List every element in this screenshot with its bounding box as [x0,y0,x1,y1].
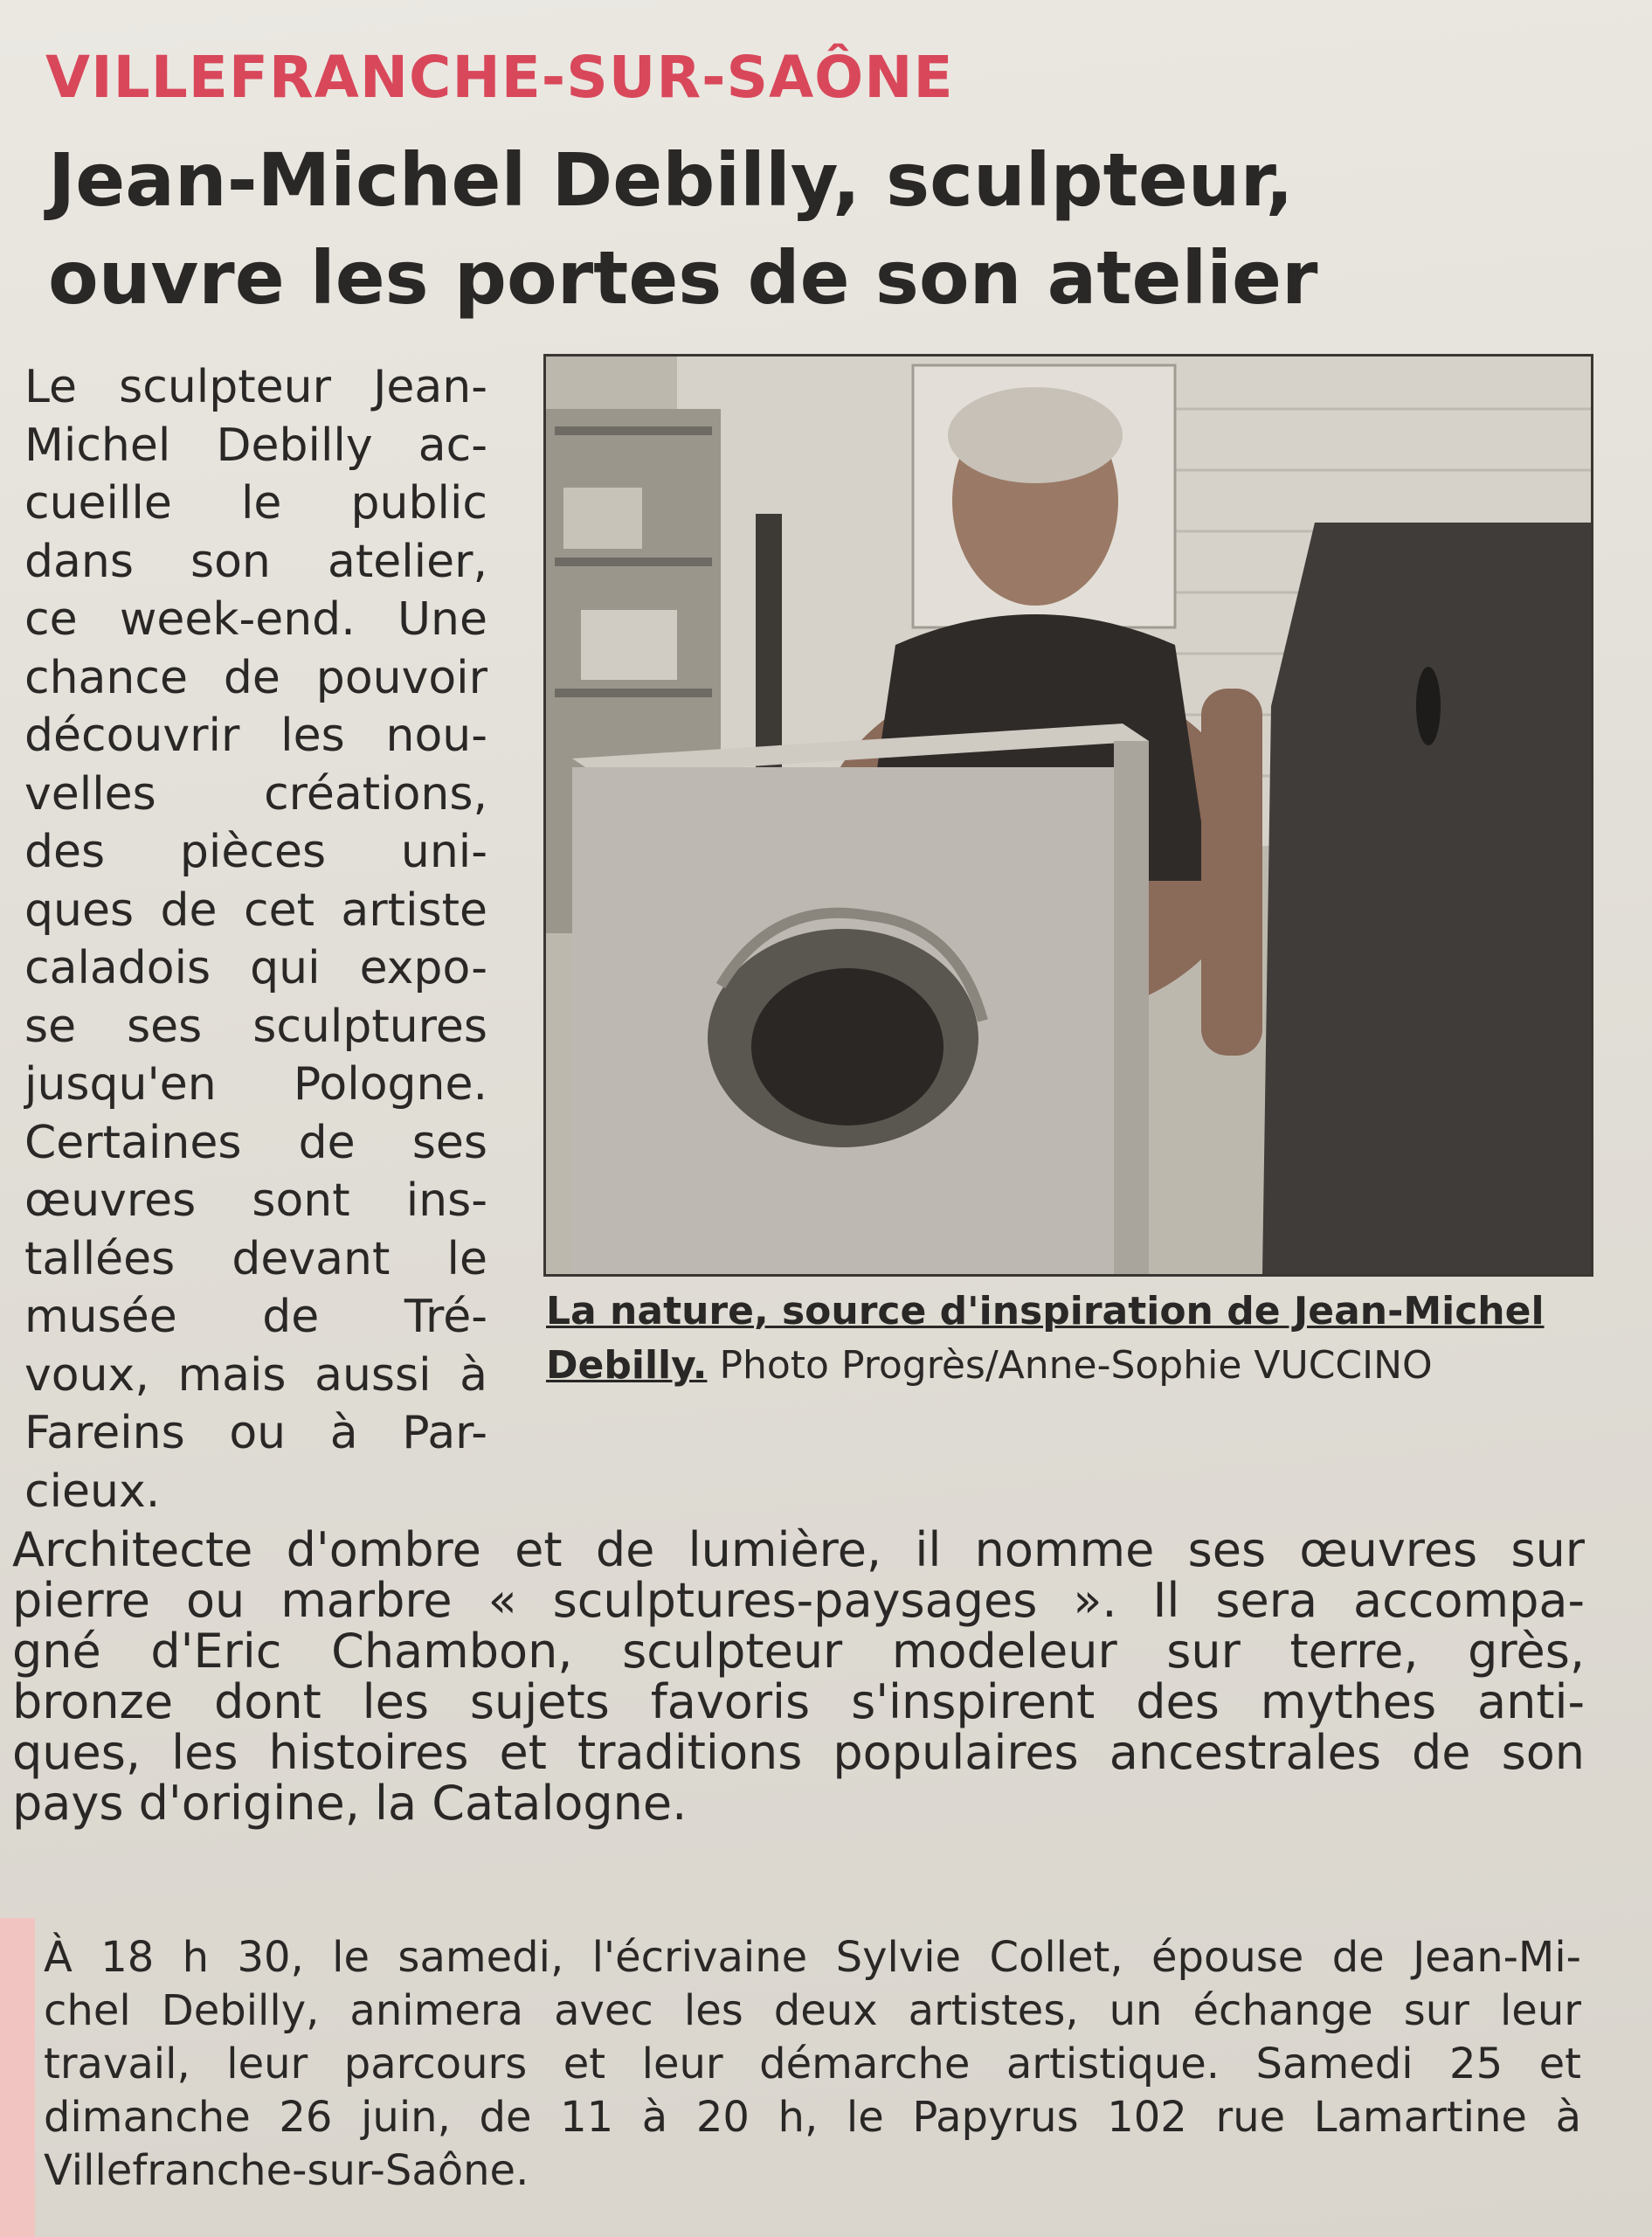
lead-line: ques de cet artiste [24,883,487,937]
sculptor-photo-illustration [546,357,1591,1274]
lead-line: se ses sculptures [24,1000,487,1053]
lead-line: découvrir les nou- [24,710,487,762]
article-body [12,1522,1585,1831]
lead-line: jusqu'en Pologne. [24,1058,487,1111]
lead-line: velles créations, [24,767,487,821]
lead-line: des pièces uni- [24,826,487,878]
caption-bold: Debilly. [546,1343,708,1388]
info-line: chel Debilly, animera avec les deux artistes, un échange sur leur [44,1986,1581,2035]
headline-line: ouvre les portes de son atelier [48,235,1318,321]
caption-bold: La nature, source d'inspiration de Jean-Michel [546,1289,1545,1333]
headline [48,131,1533,327]
lead-line: cueille le public [24,477,487,530]
lead-line: Certaines de ses [24,1116,487,1169]
lead-line: chance de pouvoir [24,651,487,704]
lead-line: caladois qui expo- [24,942,487,994]
lead-line: cieux. [24,1465,161,1518]
photo-caption [546,1285,1586,1393]
body-line: pays d'origine, la Catalogne. [12,1776,688,1831]
lead-column [24,358,487,1520]
body-line: ques, les histoires et traditions populaires ancestrales de son [12,1725,1585,1780]
body-line: Architecte d'ombre et de lumière, il nomme ses œuvres sur [12,1522,1585,1577]
lead-line: Fareins ou à Par- [24,1407,487,1459]
info-accent-bar [0,1918,35,2237]
info-line: dimanche 26 juin, de 11 à 20 h, le Papyrus 102 rue Lamartine à [44,2093,1581,2142]
body-line: gné d'Eric Chambon, sculpteur modeleur sur terre, grès, [12,1624,1585,1679]
lead-line: Michel Debilly ac- [24,419,487,472]
article-photo [543,354,1593,1277]
body-line: pierre ou marbre « sculptures-paysages ». Il sera accompa- [12,1573,1585,1628]
lead-line: Le sculpteur Jean- [24,361,487,413]
headline-line: Jean-Michel Debilly, sculpteur, [48,137,1294,223]
info-line: travail, leur parcours et leur démarche artistique. Samedi 25 et [44,2040,1581,2088]
info-line: À 18 h 30, le samedi, l'écrivaine Sylvie Collet, épouse de Jean-Mi- [44,1933,1581,1982]
lead-line: dans son atelier, [24,535,487,588]
info-text [44,1931,1581,2198]
lead-line: œuvres sont ins- [24,1174,487,1227]
lead-line: tallées devant le [24,1232,487,1285]
lead-line: musée de Tré- [24,1291,487,1343]
photo-credit: Photo Progrès/Anne-Sophie VUCCINO [719,1343,1433,1388]
section-kicker: VILLEFRANCHE-SUR-SAÔNE [45,44,954,111]
body-line: bronze dont les sujets favoris s'inspirent des mythes anti- [12,1674,1585,1729]
lead-line: ce week-end. Une [24,593,487,646]
lead-line: voux, mais aussi à [24,1348,487,1402]
info-line: Villefranche-sur-Saône. [44,2146,529,2195]
